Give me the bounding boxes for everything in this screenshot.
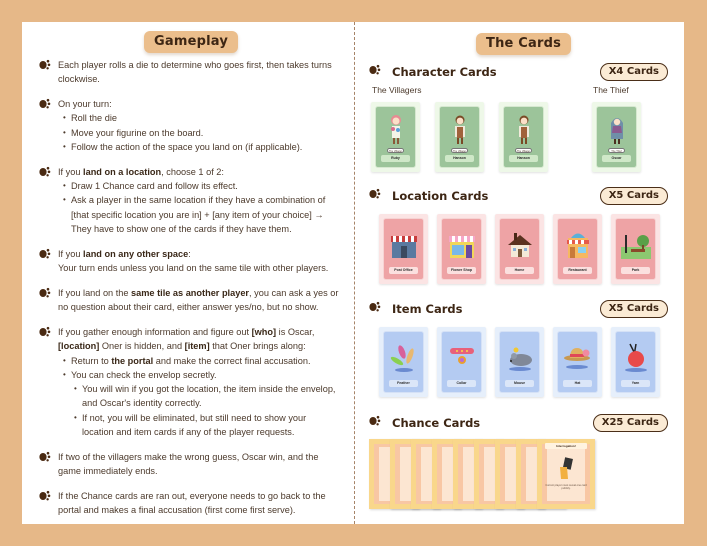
paw-icon [38, 286, 58, 300]
girl-with-flowers-icon [386, 113, 406, 147]
card-name: Yarn [621, 380, 650, 387]
section-title: Character Cards [392, 65, 497, 79]
yarn-ball-icon [622, 342, 650, 372]
rule-bullet: • Draw 1 Chance card and follow its effect. [63, 179, 340, 193]
card-name: Park [621, 267, 650, 274]
hooded-thief-icon [607, 113, 627, 147]
item-card [495, 327, 544, 397]
rules-list [38, 58, 340, 528]
count-badge: X4 Cards [600, 63, 668, 81]
rule-text: If you land on the same tile as another player, you can ask a yes or no question about their card, either answer yes/no, but no show. [58, 287, 339, 313]
rule-bullet: • You can check the envelop secretly. [63, 368, 340, 382]
rule-bullet: • Ask a player in the same location if they have a combination of [that specific location you are in] + [any item of your choice] → They have to show one of the cards if they have them. [63, 193, 340, 236]
count-badge: X5 Cards [600, 300, 668, 318]
cards-title: The Cards [476, 33, 571, 55]
collar-icon [448, 344, 476, 372]
card-name: Hat [563, 380, 592, 387]
card-subtag: The Villager [516, 150, 531, 153]
rule-nested-bullet: • You will win if you got the location, the item inside the envelop, and Oscar's identity correctly. [74, 382, 340, 411]
park-icon [621, 231, 651, 259]
rule-text: Your turn ends unless you land on the same tile with other players. [58, 263, 329, 274]
character-card [499, 102, 548, 172]
card-name: Home [505, 267, 534, 274]
post-office-icon [390, 233, 418, 259]
paw-icon [368, 300, 388, 314]
rule-text: Each player rolls a die to determine who goes first, then takes turns clockwise. [58, 60, 332, 85]
paw-icon [368, 63, 388, 77]
toy-mouse-icon [506, 346, 534, 372]
rule-intro: If you land on any other space: [58, 248, 191, 259]
location-card [495, 214, 544, 284]
item-card [553, 327, 602, 397]
card-name: Ruby [381, 155, 410, 162]
location-cards-section [368, 186, 668, 286]
gameplay-title: Gameplay [144, 31, 238, 53]
location-card [553, 214, 602, 284]
rule-intro: On your turn: [58, 99, 112, 110]
chance-card-title: Interrogation! [545, 443, 587, 449]
chance-cards-section [368, 413, 668, 519]
paw-icon [368, 414, 388, 428]
flower-shop-icon [448, 233, 476, 259]
paw-icon [38, 325, 58, 339]
location-card [437, 214, 486, 284]
count-badge: X25 Cards [593, 414, 668, 432]
item-card [611, 327, 660, 397]
item-cards-section [368, 299, 668, 399]
character-card [592, 102, 641, 172]
paw-icon [38, 165, 58, 179]
paw-icon [38, 97, 58, 111]
card-name: Oscar [602, 155, 631, 162]
character-card [435, 102, 484, 172]
rule-item [38, 165, 340, 236]
rule-nested-bullet: • If not, you will be eliminated, but still need to show your location and item cards if any of the player requests. [74, 411, 340, 440]
house-icon [506, 231, 534, 259]
card-subtag: The Thief [608, 148, 625, 153]
card-name: Mouse [505, 380, 534, 387]
section-title: Location Cards [392, 189, 489, 203]
rule-bullet: • Follow the action of the space you land on (if applicable). [63, 140, 340, 154]
section-title: Chance Cards [392, 416, 481, 430]
location-card [379, 214, 428, 284]
item-card [437, 327, 486, 397]
group-label-villagers: The Villagers [372, 85, 422, 95]
rule-item [38, 489, 340, 518]
hat-icon [563, 346, 593, 370]
card-name: Post Office [389, 267, 418, 274]
character-card [371, 102, 420, 172]
rule-bullet: • Roll the die [63, 111, 340, 125]
gameplay-page [22, 22, 354, 524]
card-subtag: The Villager [452, 150, 467, 153]
paw-icon [38, 489, 58, 503]
location-card [611, 214, 660, 284]
chance-card-front [537, 439, 595, 509]
rule-item [38, 325, 340, 439]
chance-card-fan [368, 439, 668, 519]
feathers-icon [390, 342, 418, 374]
rule-bullet: • Move your figurine on the board. [63, 126, 340, 140]
chance-card-text: Current player must reveal one card publicly. [545, 484, 587, 491]
paw-icon [38, 450, 58, 464]
rule-item [38, 286, 340, 315]
hand-holding-card-icon [557, 457, 575, 481]
card-name: Restaurant [563, 267, 592, 274]
card-name: Hanson [509, 155, 538, 162]
rule-item [38, 97, 340, 154]
count-badge: X5 Cards [600, 187, 668, 205]
boy-with-apron-icon [450, 113, 470, 147]
boy-with-apron-icon [514, 113, 534, 147]
paw-icon [368, 187, 388, 201]
rule-intro: If you gather enough information and figure out [who] is Oscar, [location] Oner is hidden, and [item] that Oner brings along: [58, 326, 315, 352]
paw-icon [38, 247, 58, 261]
rule-text: If the Chance cards are ran out, everyone needs to go back to the portal and makes a final accusation (first come first serve). [58, 490, 326, 516]
rule-text: If two of the villagers make the wrong guess, Oscar win, and the game immediately ends. [58, 451, 319, 477]
character-cards-section [368, 62, 668, 174]
paw-icon [38, 58, 58, 72]
item-card [379, 327, 428, 397]
rule-intro: If you land on a location, choose 1 of 2: [58, 166, 224, 177]
rule-bullet: • Return to the portal and make the correct final accusation. [63, 354, 340, 368]
restaurant-icon [564, 229, 592, 259]
rule-item [38, 450, 340, 479]
card-subtag: The Villager [388, 150, 403, 153]
card-name: Feather [389, 380, 418, 387]
group-label-thief: The Thief [593, 85, 629, 95]
section-title: Item Cards [392, 302, 463, 316]
card-name: Flower Shop [447, 267, 476, 274]
rulebook-spread [22, 22, 684, 524]
rule-item [38, 247, 340, 276]
card-name: Collar [447, 380, 476, 387]
card-name: Hanson [445, 155, 474, 162]
rule-item [38, 58, 340, 87]
cards-page [354, 22, 684, 524]
